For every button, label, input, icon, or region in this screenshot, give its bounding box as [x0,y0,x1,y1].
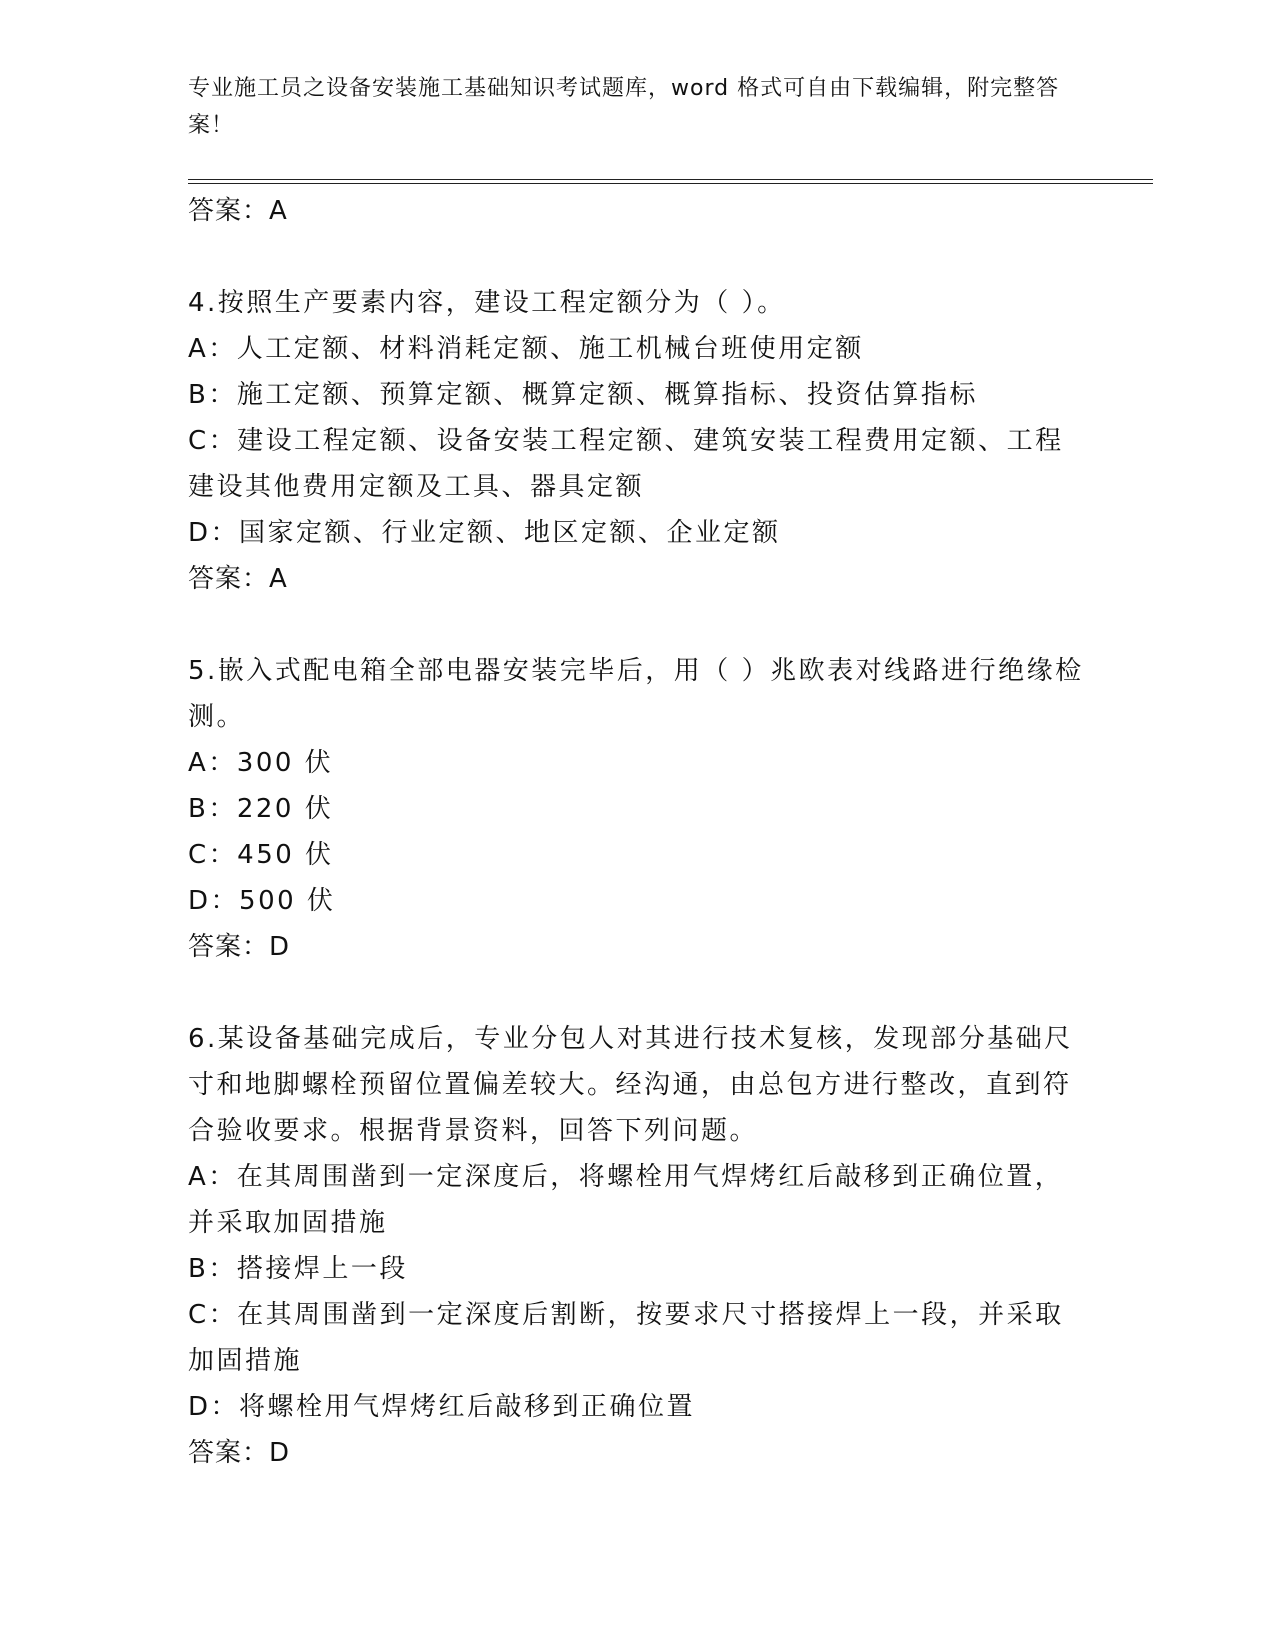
option-d: D：将螺栓用气焊烤红后敲移到正确位置 [188,1392,696,1422]
option-d: D：国家定额、行业定额、地区定额、企业定额 [188,518,781,548]
previous-answer: 答案：A [188,196,288,226]
option-a: A：在其周围凿到一定深度后，将螺栓用气焊烤红后敲移到正确位置，并采取加固措施 [188,1162,1064,1238]
header-rule-bottom [188,183,1153,184]
question-stem: 4.按照生产要素内容，建设工程定额分为（ ）。 [188,288,786,318]
question-stem: 6.某设备基础完成后，专业分包人对其进行技术复核，发现部分基础尺寸和地脚螺栓预留位置偏差较大。经沟通，由总包方进行整改，直到符合验收要求。根据背景资料，回答下列问题。 [188,1024,1073,1146]
option-c: C：在其周围凿到一定深度后割断，按要求尺寸搭接焊上一段，并采取加固措施 [188,1300,1064,1376]
question-6 [188,1016,1088,1476]
option-c: C：450 伏 [188,840,334,870]
document-body [188,188,1088,1476]
answer: 答案：D [188,1438,291,1468]
option-c: C：建设工程定额、设备安装工程定额、建筑安装工程费用定额、工程建设其他费用定额及工具、器具定额 [188,426,1064,502]
answer: 答案：D [188,932,291,962]
answer: 答案：A [188,564,288,594]
question-stem: 5.嵌入式配电箱全部电器安装完毕后，用（ ）兆欧表对线路进行绝缘检测。 [188,656,1084,732]
option-b: B：搭接焊上一段 [188,1254,408,1284]
document-header: 专业施工员之设备安装施工基础知识考试题库，word 格式可自由下载编辑，附完整答案！ [188,76,1060,138]
header-rule-top [188,179,1153,180]
option-a: A：300 伏 [188,748,334,778]
option-b: B：施工定额、预算定额、概算定额、概算指标、投资估算指标 [188,380,978,410]
question-4 [188,280,1088,602]
option-d: D：500 伏 [188,886,336,916]
question-5 [188,648,1088,970]
option-a: A：人工定额、材料消耗定额、施工机械台班使用定额 [188,334,864,364]
option-b: B：220 伏 [188,794,334,824]
